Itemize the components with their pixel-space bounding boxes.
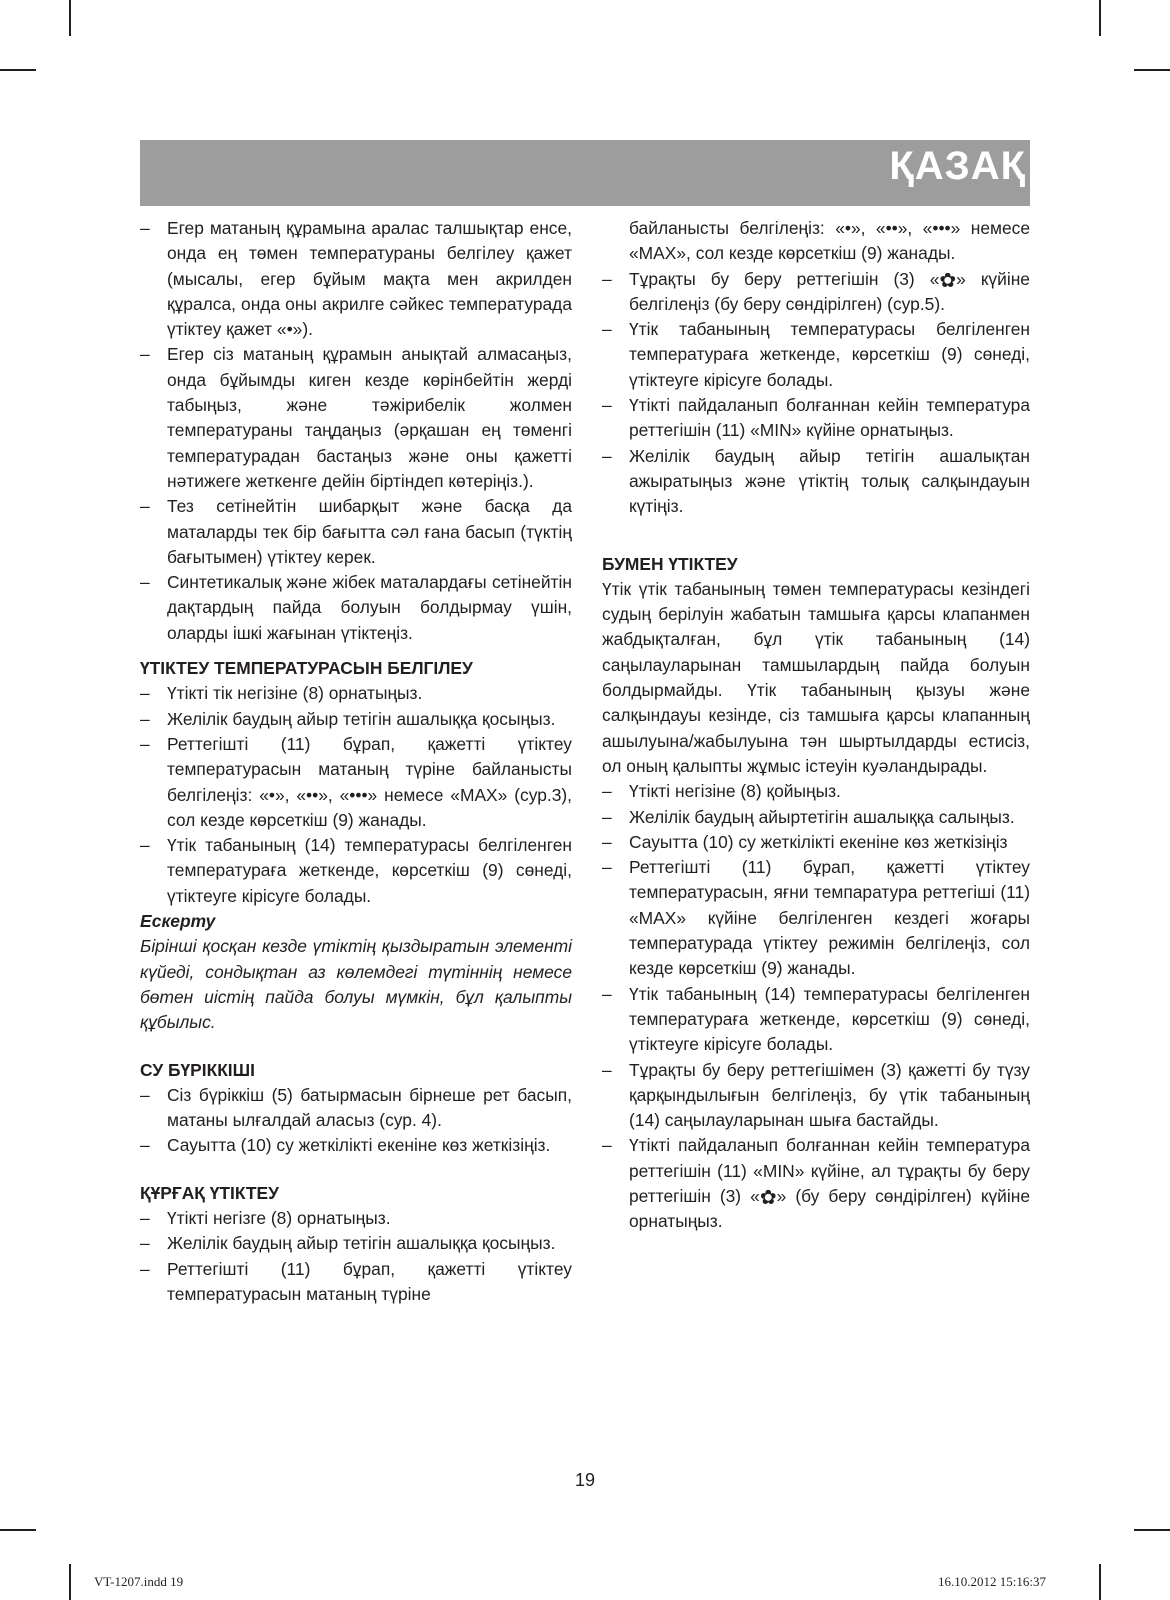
list-item: – Синтетикалық және жібек маталардағы сетінейтін дақтардың пайда болуын болдырмау үшін, оларды ішкі жағынан үтіктеңіз. (140, 572, 572, 643)
list-item: – Желілік баудың айыр тетігін ашалықтан ажыратыңыз және үтіктің толық салқындауын күтіңіз. (602, 445, 1030, 517)
list-item: – Үтікті негізге (8) орнатыңыз. (140, 1206, 572, 1231)
dash-bullet: – (140, 496, 150, 517)
section-heading-dry-ironing: ҚҰРҒАҚ ҮТІКТЕУ (140, 1182, 279, 1203)
list-item: – Желілік баудың айыр тетігін ашалыққа қосыңыз. (140, 707, 572, 732)
footer-file-label: VT-1207.indd 19 (94, 1574, 184, 1589)
list-item: – Тұрақты бу беру реттегішімен (3) қажетті бу түзу қарқындылығын белгілеңіз, бу үтік табанының (14) саңылауларынан шыға бастайды. (602, 1059, 1030, 1131)
dash-bullet: – (602, 395, 612, 416)
list-item-continued: байланысты белгілеңіз: «•», «••», «•••» немесе «MAX», сол кезде көрсеткіш (9) жанады. (629, 218, 1030, 264)
steam-intro-paragraph: Үтік үтік табанының төмен температурасы кезіндегі судың берілуін жабатын тамшыға қарсы клапанмен жабдықталған, бұл үтік табанының (14) саңылауларынан тамшылардың пайда болуын болдырмайды. Үтік табанының қызуы және салқындауы кезінде, сіз тамшыға қарсы клапанның ашылуына/жабылуына тән шыртылдарды естисіз, ол оның қалыпты жұмыс істеуін куәландырады. (602, 578, 1030, 776)
list-item: – Үтікті тік негізіне (8) орнатыңыз. (140, 681, 572, 706)
crop-mark (0, 69, 36, 71)
crop-mark (1099, 0, 1101, 36)
crop-mark (1134, 69, 1170, 71)
dash-bullet: – (140, 1207, 150, 1228)
list-item: – Сіз бүріккіш (5) батырмасын бірнеше рет басып, матаны ылғалдай аласыз (сур. 4). (140, 1084, 572, 1131)
dash-bullet: – (602, 319, 612, 340)
note-text: Бірінші қосқан кезде үтіктің қыздыратын элементі күйеді, сондықтан аз көлемдегі түтіннің немесе бөтен иістің пайда болуы мүмкін, бұл қалыпты құбылыс. (140, 936, 572, 1033)
list-item: – Үтік табанының (14) температурасы белгіленген температураға жеткенде, көрсеткіш (9) сөнеді, үтіктеуге кірісуге болады. (140, 835, 572, 906)
crop-mark (1134, 1529, 1170, 1531)
note-title: Ескерту (140, 911, 216, 932)
dash-bullet: – (602, 1135, 612, 1156)
dash-bullet: – (602, 445, 612, 466)
crop-mark (69, 0, 71, 36)
section-heading-temperature: ҮТІКТЕУ ТЕМПЕРАТУРАСЫН БЕЛГІЛЕУ (140, 658, 473, 679)
dash-bullet: – (602, 983, 612, 1004)
list-item: – Желілік баудың айыр тетігін ашалыққа қосыңыз. (140, 1231, 572, 1256)
dash-bullet: – (140, 683, 150, 704)
dash-bullet: – (140, 835, 150, 856)
list-item: – Үтік табанының (14) температурасы белгіленген температураға жеткенде, көрсеткіш (9) сөнеді, үтіктеуге кірісуге болады. (602, 983, 1030, 1055)
footer-datetime: 16.10.2012 15:16:37 (938, 1574, 1046, 1589)
list-item: – Тез сетінейтін шибарқыт және басқа да маталарды тек бір бағытта сәл ғана басып (түктің бағытымен) үтіктеу керек. (140, 496, 572, 567)
dash-bullet: – (140, 218, 150, 238)
list-item: – Реттегішті (11) бұрап, қажетті үтіктеу температурасын матаның түріне (140, 1258, 572, 1304)
dash-bullet: – (602, 857, 612, 878)
list-item: – Егер сіз матаның құрамын анықтай алмасаңыз, онда бұйымды киген кезде көрінбейтін жерді табыңыз, және тәжірибелік жолмен температураны таңдаңыз (әрқашан ең төменгі температурадан бастаңыз және оны қажетті нәтижеге жеткенге дейін біртіндеп көтеріңіз.). (140, 344, 572, 491)
dash-bullet: – (140, 344, 150, 365)
dash-bullet: – (140, 1233, 150, 1254)
list-item: – Егер матаның құрамына аралас талшықтар енсе, онда ең төмен температураны белгілеу қажет (мысалы, егер бұйым мақта мен акрилден құралса, онда оны акрилге сәйкес температурада үтіктеу қажет «•»). (140, 218, 572, 340)
list-item: – Үтікті пайдаланып болғаннан кейін температура реттегішін (11) «MIN» күйіне орнатыңыз. (602, 395, 1030, 441)
dash-bullet: – (602, 781, 612, 802)
list-item: – Желілік баудың айыртетігін ашалыққа салыңыз. (602, 805, 1030, 830)
page-number: 19 (574, 1470, 596, 1490)
list-item: – Үтік табанының температурасы белгіленген температураға жеткенде, көрсеткіш (9) сөнеді, үтіктеуге кірісуге болады. (602, 319, 1030, 390)
list-item: – Сауытта (10) су жеткілікті екеніне көз жеткізіңіз. (140, 1133, 572, 1158)
dash-bullet: – (602, 268, 612, 289)
right-column (602, 216, 1030, 1235)
dash-bullet: – (140, 708, 150, 729)
steam-off-icon: ✿ (759, 1186, 777, 1209)
language-title: ҚАЗАҚ (889, 144, 1026, 188)
dash-bullet: – (140, 1258, 150, 1279)
crop-mark (69, 1564, 71, 1600)
list-item: – Реттегішті (11) бұрап, қажетті үтіктеу температурасын, яғни темпаратура реттегіші (11) «MAX» күйіне белгіленген кездегі жоғары температурада үтіктеу режимін белгілеңіз, сол кезде көрсеткіш (9) жанады. (602, 857, 1030, 979)
list-item: – Реттегішті (11) бұрап, қажетті үтіктеу температурасын матаның түріне байланысты белгілеңіз: «•», «••», «•••» немесе «MAX» (сур.3), сол кезде көрсеткіш (9) жанады. (140, 733, 572, 830)
list-item: – Тұрақты бу беру реттегішін (3) «✿» күйіне белгілеңіз (бу беру сөндірілген) (сур.5). (602, 268, 1030, 314)
list-item: – Үтікті пайдаланып болғаннан кейін температура реттегішін (11) «MIN» күйіне, ал тұрақты бу беру реттегішін (3) «✿» (бу беру сөндірілген) күйіне орнатыңыз. (602, 1135, 1030, 1232)
dash-bullet: – (140, 1084, 150, 1105)
language-header-bar (140, 140, 1030, 206)
dash-bullet: – (602, 831, 612, 852)
steam-off-icon: ✿ (939, 269, 957, 292)
dash-bullet: – (140, 733, 150, 754)
dash-bullet: – (602, 1059, 612, 1080)
left-column (140, 216, 572, 1307)
section-heading-spray: СУ БҮРІККІШІ (140, 1059, 255, 1080)
dash-bullet: – (140, 572, 150, 593)
crop-mark (1099, 1564, 1101, 1600)
dash-bullet: – (602, 806, 612, 827)
crop-mark (0, 1529, 36, 1531)
section-heading-steam-ironing: БУМЕН ҮТІКТЕУ (602, 553, 738, 574)
list-item: – Сауытта (10) су жеткілікті екеніне көз жеткізіңіз (602, 830, 1030, 855)
dash-bullet: – (140, 1135, 150, 1156)
list-item: – Үтікті негізіне (8) қойыңыз. (602, 779, 1030, 804)
